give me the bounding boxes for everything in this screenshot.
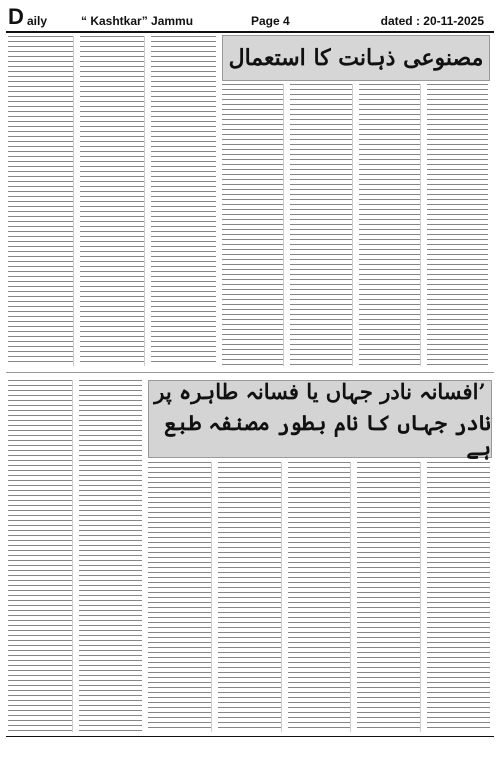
masthead-page-number: Page 4 xyxy=(251,14,290,28)
masthead xyxy=(6,6,494,32)
text-column xyxy=(8,380,73,732)
text-column xyxy=(288,462,352,732)
article-headline-nadir-jahan xyxy=(148,380,492,458)
masthead-daily: aily xyxy=(27,14,48,28)
section-divider xyxy=(6,372,494,373)
top-right-text-columns xyxy=(222,84,488,366)
text-column xyxy=(218,462,282,732)
headline-line-2: نادر جہاں کا نام بطور مصنفہ طبع ہے xyxy=(164,409,491,460)
masthead-paper-name: “ Kashtkar” Jammu xyxy=(81,14,194,28)
headline-text: مصنوعی ذہانت کا استعمال xyxy=(228,45,484,71)
masthead-rule xyxy=(6,31,494,33)
text-column xyxy=(290,84,352,366)
bottom-left-text-columns xyxy=(8,380,142,732)
text-column xyxy=(79,380,143,732)
article-headline-ai xyxy=(222,35,490,81)
text-column xyxy=(148,462,212,732)
footer-rule xyxy=(6,736,494,737)
headline-line-1: ’افسانہ نادر جہاں یا فسانہ طاہرہ پر xyxy=(154,378,486,404)
masthead-date: dated : 20-11-2025 xyxy=(380,14,484,28)
text-column xyxy=(151,36,216,366)
masthead-drop-letter: D xyxy=(8,4,24,29)
text-column xyxy=(427,462,490,732)
top-left-text-columns xyxy=(8,36,216,366)
text-column xyxy=(8,36,74,366)
text-column xyxy=(80,36,146,366)
bottom-right-text-columns xyxy=(148,462,490,732)
text-column xyxy=(427,84,488,366)
text-column xyxy=(222,84,284,366)
text-column xyxy=(357,462,421,732)
text-column xyxy=(359,84,421,366)
